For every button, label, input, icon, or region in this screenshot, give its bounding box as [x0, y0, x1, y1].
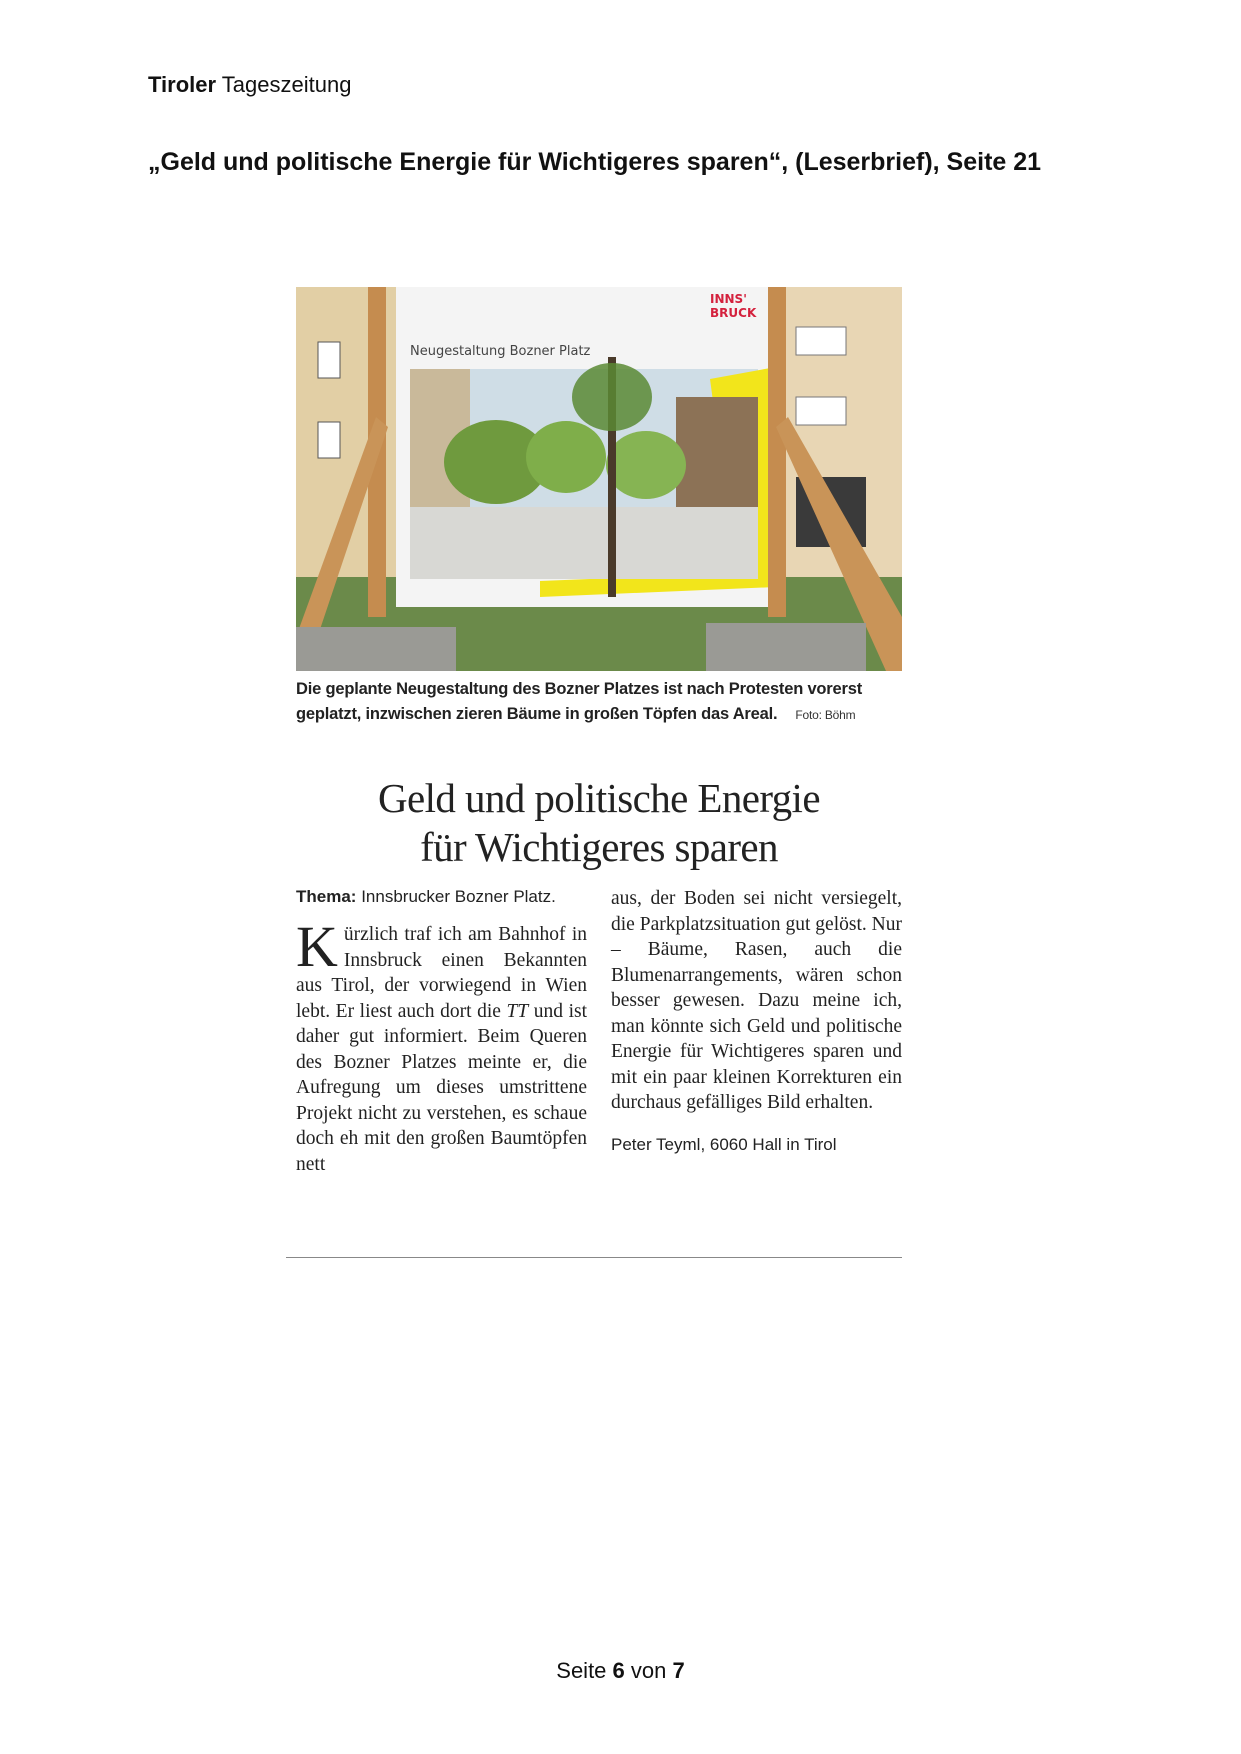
window	[318, 422, 340, 458]
body-text-part-1: ürzlich traf ich am Bahnhof in Innsbruck einen Bekannten aus Tirol, der vorwiegend in Wien lebt. Er liest auch dort die	[296, 924, 587, 1022]
article-photo	[296, 287, 902, 671]
drop-cap: K	[296, 914, 338, 979]
wooden-post-right	[768, 287, 786, 617]
billboard-title: Neugestaltung Bozner Platz	[410, 344, 591, 359]
footer-prefix: Seite	[556, 1658, 613, 1683]
document-title: „Geld und politische Energie für Wichtigeres sparen“, (Leserbrief), Seite 21	[148, 148, 1042, 176]
publication-name-rest: Tageszeitung	[216, 72, 352, 97]
headline-line-2: für Wichtigeres sparen	[420, 824, 778, 870]
caption-text: Die geplante Neugestaltung des Bozner Platzes ist nach Protesten vorerst geplatzt, inzwischen zieren Bäume in großen Töpfen das Areal.	[296, 680, 863, 723]
photo-caption	[296, 677, 902, 728]
publication-name-bold: Tiroler	[148, 72, 217, 97]
newspaper-clipping	[296, 287, 902, 1177]
article-headline	[296, 774, 902, 872]
concrete-base-left	[296, 627, 456, 671]
rendering-tree	[526, 421, 606, 493]
letter-author: Peter Teyml, 6060 Hall in Tirol	[611, 1134, 837, 1154]
footer-middle: von	[624, 1658, 673, 1683]
concrete-base-right	[706, 623, 866, 671]
newspaper-abbreviation: TT	[506, 1000, 529, 1022]
window	[796, 397, 846, 425]
page-footer	[0, 1658, 1241, 1684]
topic-line	[296, 886, 587, 908]
window	[796, 327, 846, 355]
body-text-part-2: und ist daher gut informiert. Beim Queren des Bozner Platzes meinte er, die Aufregung um dieses umstrittene Projekt nicht zu verstehen, es schaue doch eh mit den großen Baumtöpfen nett	[296, 1000, 587, 1175]
photo-credit: Foto: Böhm	[795, 708, 856, 722]
headline-line-1: Geld und politische Energie	[378, 775, 820, 821]
clipping-divider	[286, 1257, 902, 1258]
rendering-pavement	[410, 507, 758, 579]
article-body	[296, 886, 902, 1177]
city-logo-line2: BRUCK	[710, 306, 757, 320]
building-left	[296, 287, 406, 587]
city-logo-line1: INNS'	[710, 292, 747, 306]
article-paragraph-2: aus, der Boden sei nicht versiegelt, die Parkplatzsituation gut gelöst. Nur – Bäume, Rasen, auch die Blumenarrangements, wären schon besser gewesen. Dazu meine ich, man könnte sich Geld und politische Energie für Wichtigeres sparen und mit ein paar kleinen Korrekturen ein durchaus gefälliges Bild erhalten.	[611, 888, 902, 1113]
article-column-1	[296, 886, 587, 1177]
publication-name	[148, 72, 351, 98]
topic-label: Thema:	[296, 887, 357, 906]
article-column-2	[611, 886, 902, 1177]
rendering-tree	[606, 431, 686, 499]
page-number: 6	[612, 1658, 625, 1683]
tree-crown	[572, 363, 652, 431]
rendering-building	[676, 397, 758, 507]
page-total: 7	[672, 1658, 685, 1683]
topic-value: Innsbrucker Bozner Platz.	[356, 887, 556, 906]
article-paragraph-1	[296, 914, 587, 1177]
window	[318, 342, 340, 378]
